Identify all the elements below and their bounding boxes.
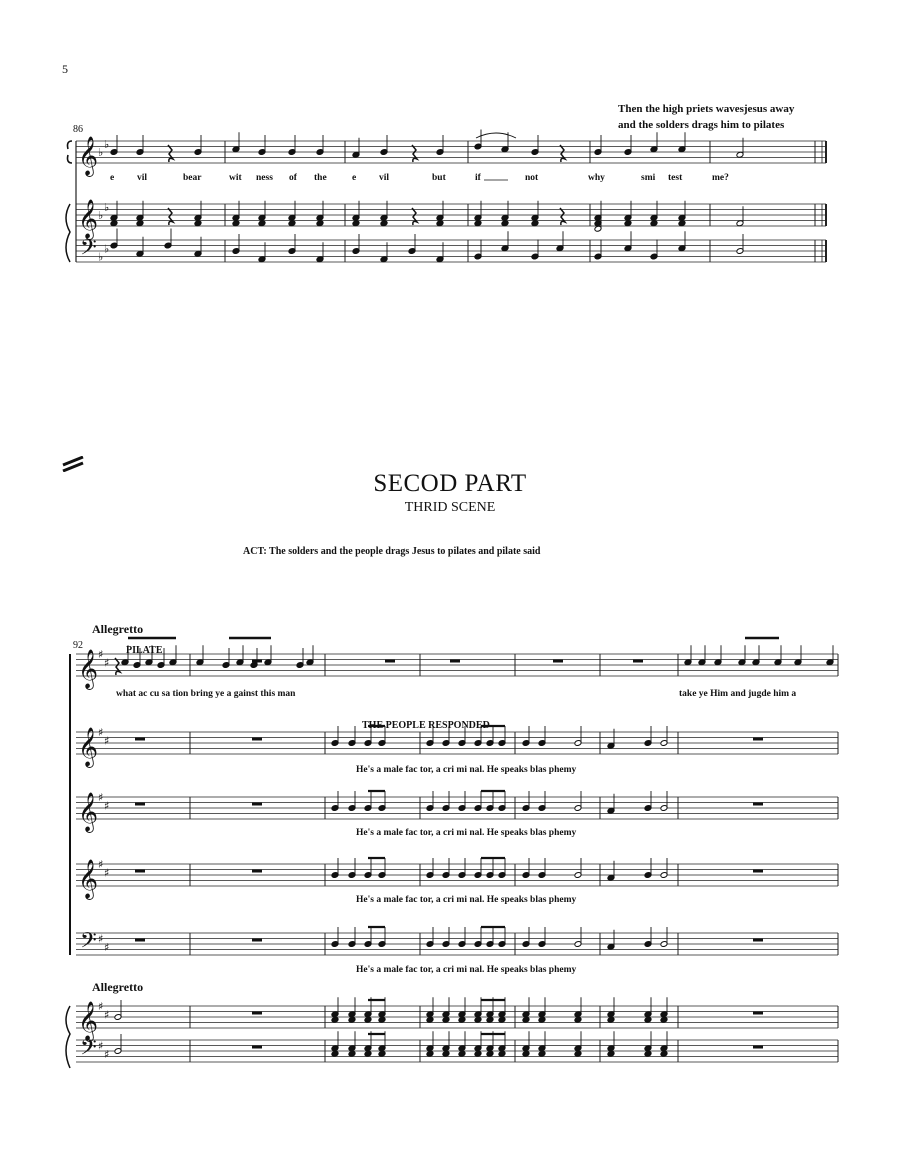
sharp-sign: ♯ <box>104 940 110 954</box>
whole-rest <box>135 870 145 873</box>
flat-sign: ♭ <box>98 209 104 222</box>
whole-rest <box>252 870 262 873</box>
whole-rest <box>753 870 763 873</box>
bass-clef: 𝄢 <box>80 928 97 959</box>
piano-tempo-marking: Allegretto <box>92 980 144 994</box>
whole-rest <box>753 1046 763 1049</box>
pilate-lyrics-1: what ac cu sa tion bring ye a gainst this man <box>116 689 296 699</box>
lyric-syllable: vil <box>379 173 390 183</box>
sharp-sign: ♯ <box>98 1039 104 1053</box>
sharp-sign: ♯ <box>98 932 104 946</box>
whole-rest <box>252 939 262 942</box>
sharp-sign: ♯ <box>104 1047 110 1061</box>
tempo-marking: Allegretto <box>92 622 144 636</box>
lyric-syllable: but <box>432 173 446 183</box>
whole-rest <box>553 660 563 663</box>
whole-rest <box>252 1046 262 1049</box>
lyric-syllable: e <box>110 173 115 183</box>
whole-rest <box>633 660 643 663</box>
whole-rest <box>135 803 145 806</box>
lyric-syllable: not <box>525 173 539 183</box>
lyric-syllable: e <box>352 173 357 183</box>
whole-rest <box>753 803 763 806</box>
section-title: SECOD PART <box>373 470 527 497</box>
flat-sign: ♭ <box>98 250 104 264</box>
quarter-rest <box>412 208 417 225</box>
stage-direction-line-1: Then the high priets wavesjesus away <box>618 103 795 115</box>
sharp-sign: ♯ <box>98 726 104 739</box>
measure-number: 86 <box>73 124 83 135</box>
whole-rest <box>753 1012 763 1015</box>
quarter-rest <box>412 145 417 162</box>
whole-rest <box>135 738 145 741</box>
sharp-sign: ♯ <box>98 791 104 804</box>
whole-rest <box>753 939 763 942</box>
lyric-syllable: if <box>475 173 481 183</box>
lyric-syllable: bear <box>183 173 202 183</box>
lyric-syllable: wit <box>229 173 242 183</box>
quarter-rest <box>168 208 173 225</box>
sharp-sign: ♯ <box>104 656 110 670</box>
whole-rest <box>753 738 763 741</box>
whole-rest <box>450 660 460 663</box>
lyric-syllable: test <box>668 173 683 183</box>
treble-clef: 𝄞 <box>78 727 99 767</box>
whole-rest <box>252 1012 262 1015</box>
quarter-rest <box>560 208 565 225</box>
tenor-lyrics: He's a male fac tor, a cri mi nal. He speaks blas phemy <box>356 895 577 905</box>
treble-clef: 𝄞 <box>78 199 99 239</box>
treble-clef: 𝄞 <box>78 136 99 176</box>
lyric-syllable: why <box>588 173 605 183</box>
sharp-sign: ♯ <box>104 1008 110 1022</box>
piano-brace <box>66 1006 70 1068</box>
whole-rest <box>252 738 262 741</box>
sharp-sign: ♯ <box>98 858 104 871</box>
bass-clef: 𝄢 <box>80 235 97 266</box>
sharp-sign: ♯ <box>98 648 104 661</box>
bass-clef: 𝄢 <box>80 1035 97 1066</box>
flat-sign: ♭ <box>104 242 110 256</box>
sharp-sign: ♯ <box>98 1000 104 1013</box>
flat-sign: ♭ <box>98 146 104 159</box>
treble-clef: 𝄞 <box>78 1001 99 1041</box>
soprano-lyrics: He's a male fac tor, a cri mi nal. He speaks blas phemy <box>356 765 577 775</box>
pilate-label: PILATE <box>126 645 163 656</box>
lyric-syllable: the <box>314 173 327 183</box>
stage-direction-line-2: and the solders drags him to pilates <box>618 119 785 131</box>
vocal-bracket <box>68 141 73 163</box>
lyric-syllable: smi <box>641 173 656 183</box>
sharp-sign: ♯ <box>104 799 110 813</box>
measure-number: 92 <box>73 640 83 651</box>
sharp-sign: ♯ <box>104 866 110 880</box>
lyric-syllable: of <box>289 173 297 183</box>
lyric-syllable: ness <box>256 173 273 183</box>
flat-sign: ♭ <box>104 137 110 151</box>
alto-lyrics: He's a male fac tor, a cri mi nal. He speaks blas phemy <box>356 828 577 838</box>
treble-clef: 𝄞 <box>78 792 99 832</box>
whole-rest <box>385 660 395 663</box>
lyric-syllable: vil <box>137 173 148 183</box>
page-number: 5 <box>62 62 68 76</box>
lyric-syllable: me? <box>712 173 729 183</box>
slur <box>476 133 516 138</box>
section-subtitle: THRID SCENE <box>404 500 496 515</box>
treble-clef: 𝄞 <box>78 649 99 689</box>
quarter-rest <box>560 145 565 162</box>
flat-sign: ♭ <box>104 200 110 214</box>
quarter-rest <box>115 658 120 675</box>
whole-rest <box>252 803 262 806</box>
piano-brace <box>66 204 70 262</box>
sharp-sign: ♯ <box>104 734 110 748</box>
bass-lyrics: He's a male fac tor, a cri mi nal. He speaks blas phemy <box>356 965 577 975</box>
pilate-lyrics-2: take ye Him and jugde him a <box>679 689 797 699</box>
whole-rest <box>135 939 145 942</box>
act-description: ACT: The solders and the people drags Jesus to pilates and pilate said <box>243 546 541 557</box>
treble-clef: 𝄞 <box>78 859 99 899</box>
people-label: THE PEOPLE RESPONDED <box>362 720 490 731</box>
whole-rest <box>252 660 262 663</box>
quarter-rest <box>168 145 173 162</box>
